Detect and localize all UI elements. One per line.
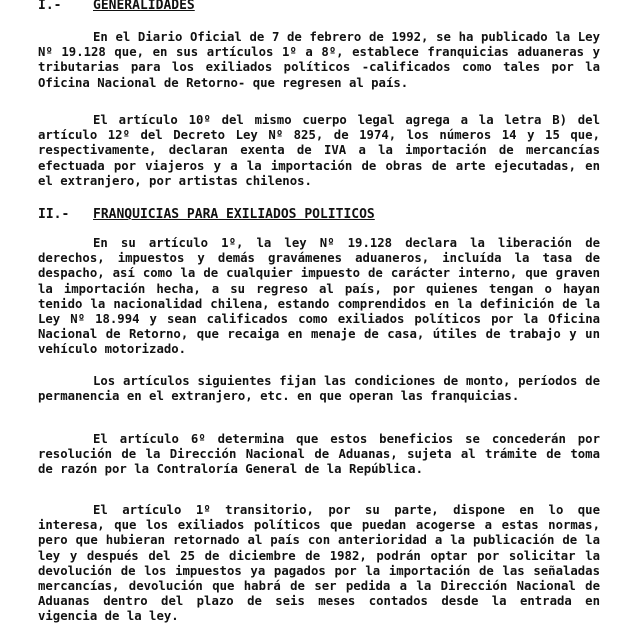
section-heading-franquicias xyxy=(38,207,375,222)
section-number: II.- xyxy=(38,207,70,222)
section-number: I.- xyxy=(38,0,62,13)
paragraph: El artículo 6º determina que estos beneficios se concederán por resolución de la Dirección Nacional de Aduanas, sujeta al trámite de toma de razón por la Contraloría General de la República. xyxy=(38,432,600,477)
section-title: FRANQUICIAS PARA EXILIADOS POLITICOS xyxy=(93,207,375,222)
paragraph: Los artículos siguientes fijan las condiciones de monto, períodos de permanencia en el extranjero, etc. en que operan las franquicias. xyxy=(38,374,600,404)
paragraph: En el Diario Oficial de 7 de febrero de 1992, se ha publicado la Ley Nº 19.128 que, en sus artículos 1º a 8º, establece franquicias aduaneras y tributarias para los exiliados políticos -calificados como tales por la Oficina Nacional de Retorno- que regresen al país. xyxy=(38,30,600,90)
paragraph: El artículo 1º transitorio, por su parte, dispone en lo que interesa, que los exiliados políticos que puedan acogerse a estas normas, pero que hubieran retornado al país con anterioridad a la publicación de la ley y después del 25 de diciembre de 1982, podrán optar por solicitar la devolución de los impuestos ya pagados por la importación de las señaladas mercancías, devolución que habrá de ser pedida a la Dirección Nacional de Aduanas dentro del plazo de seis meses contados desde la entrada en vigencia de la ley. xyxy=(38,503,600,624)
paragraph: En su artículo 1º, la ley Nº 19.128 declara la liberación de derechos, impuestos y demás gravámenes aduaneros, incluída la tasa de despacho, así como la de cualquier impuesto de carácter interno, que graven la importación hecha, a su regreso al país, por quienes tengan o hayan tenido la nacionalidad chilena, estando comprendidos en la definición de la Ley Nº 18.994 y sean calificados como exiliados políticos por la Oficina Nacional de Retorno, que recaiga en menaje de casa, útiles de trabajo y un vehículo motorizado. xyxy=(38,236,600,357)
section-title: GENERALIDADES xyxy=(93,0,195,13)
section-heading-generalidades xyxy=(38,0,195,13)
paragraph: El artículo 10º del mismo cuerpo legal agrega a la letra B) del artículo 12º del Decreto Ley Nº 825, de 1974, los números 14 y 15 que, respectivamente, declaran exenta de IVA a la importación de mercancías efectuada por viajeros y a la importación de obras de arte ejecutadas, en el extranjero, por artistas chilenos. xyxy=(38,113,600,188)
